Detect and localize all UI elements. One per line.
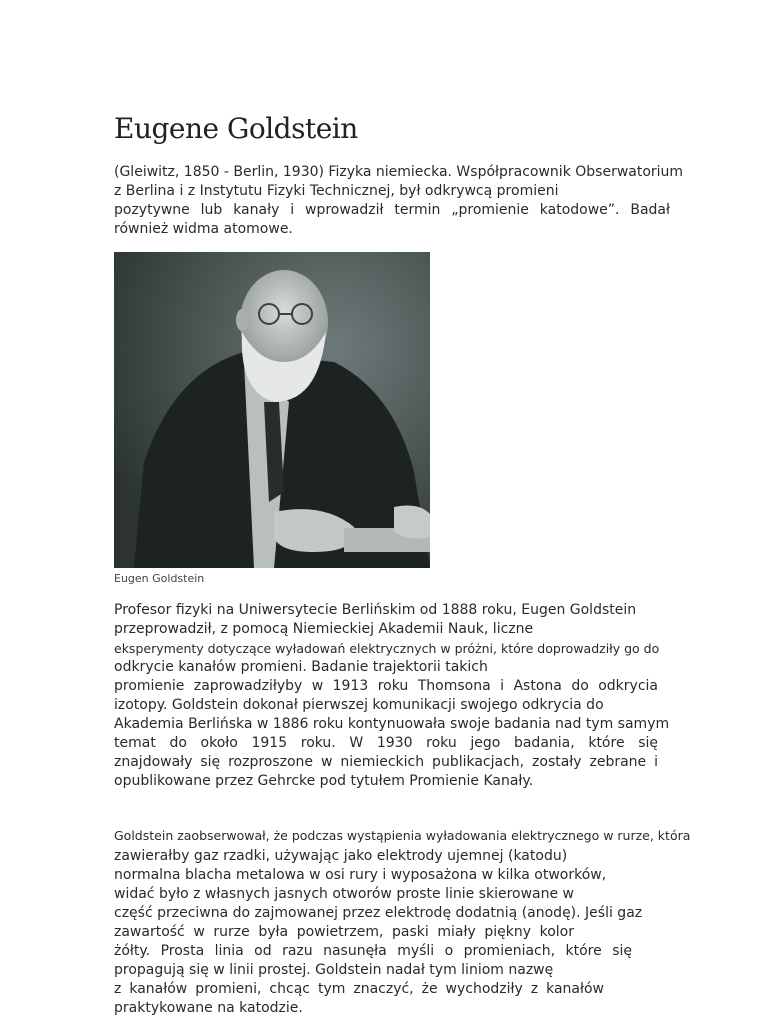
- text-line: normalna blacha metalowa w osi rury i wyposażona w kilka otworków,: [114, 867, 607, 883]
- body-paragraph-1: [114, 601, 670, 791]
- text-line: żółty. Prosta linia od razu nasunęła myśli o promieniach, które się: [114, 943, 632, 959]
- text-line: Profesor fizyki na Uniwersytecie Berlińskim od 1888 roku, Eugen Goldstein: [114, 602, 637, 618]
- text-line: część przeciwna do zajmowanej przez elektrodę dodatnią (anodę). Jeśli gaz: [114, 905, 643, 921]
- portrait-photo: [114, 252, 430, 568]
- text-line: (Gleiwitz, 1850 - Berlin, 1930) Fizyka niemiecka. Współpracownik Obserwatorium: [114, 164, 684, 180]
- text-line: z kanałów promieni, chcąc tym znaczyć, że wychodziły z kanałów: [114, 981, 604, 997]
- text-line: promienie zaprowadziłyby w 1913 roku Thomsona i Astona do odkrycia: [114, 678, 658, 694]
- text-line: znajdowały się rozproszone w niemieckich publikacjach, zostały zebrane i: [114, 754, 658, 770]
- text-line: zawartość w rurze była powietrzem, paski miały piękny kolor: [114, 924, 574, 940]
- text-line: przeprowadził, z pomocą Niemieckiej Akademii Nauk, liczne: [114, 621, 534, 637]
- text-line: zawierałby gaz rzadki, używając jako elektrody ujemnej (katodu): [114, 848, 568, 864]
- intro-paragraph: [114, 163, 684, 239]
- page-title: Eugene Goldstein: [114, 112, 358, 145]
- text-line: propagują się w linii prostej. Goldstein nadał tym liniom nazwę: [114, 962, 554, 978]
- text-line: opublikowane przez Gehrcke pod tytułem Promienie Kanały.: [114, 773, 534, 789]
- text-line: z Berlina i z Instytutu Fizyki Technicznej, był odkrywcą promieni: [114, 183, 559, 199]
- text-line: Goldstein zaobserwował, że podczas wystąpienia wyładowania elektrycznego w rurze, która: [114, 828, 691, 843]
- text-line: Akademia Berlińska w 1886 roku kontynuowała swoje badania nad tym samym: [114, 716, 670, 732]
- text-line: również widma atomowe.: [114, 221, 293, 237]
- text-line: eksperymenty dotyczące wyładowań elektrycznych w próżni, które doprowadziły go do: [114, 641, 660, 656]
- text-line: odkrycie kanałów promieni. Badanie trajektorii takich: [114, 659, 488, 675]
- text-line: pozytywne lub kanały i wprowadził termin „promienie katodowe”. Badał: [114, 202, 670, 218]
- text-line: praktykowane na katodzie.: [114, 1000, 303, 1016]
- text-line: izotopy. Goldstein dokonał pierwszej komunikacji swojego odkrycia do: [114, 697, 604, 713]
- figure-caption: Eugen Goldstein: [114, 572, 205, 585]
- text-line: widać było z własnych jasnych otworów proste linie skierowane w: [114, 886, 575, 902]
- text-line: temat do około 1915 roku. W 1930 roku jego badania, które się: [114, 735, 658, 751]
- body-paragraph-2: [114, 826, 691, 1018]
